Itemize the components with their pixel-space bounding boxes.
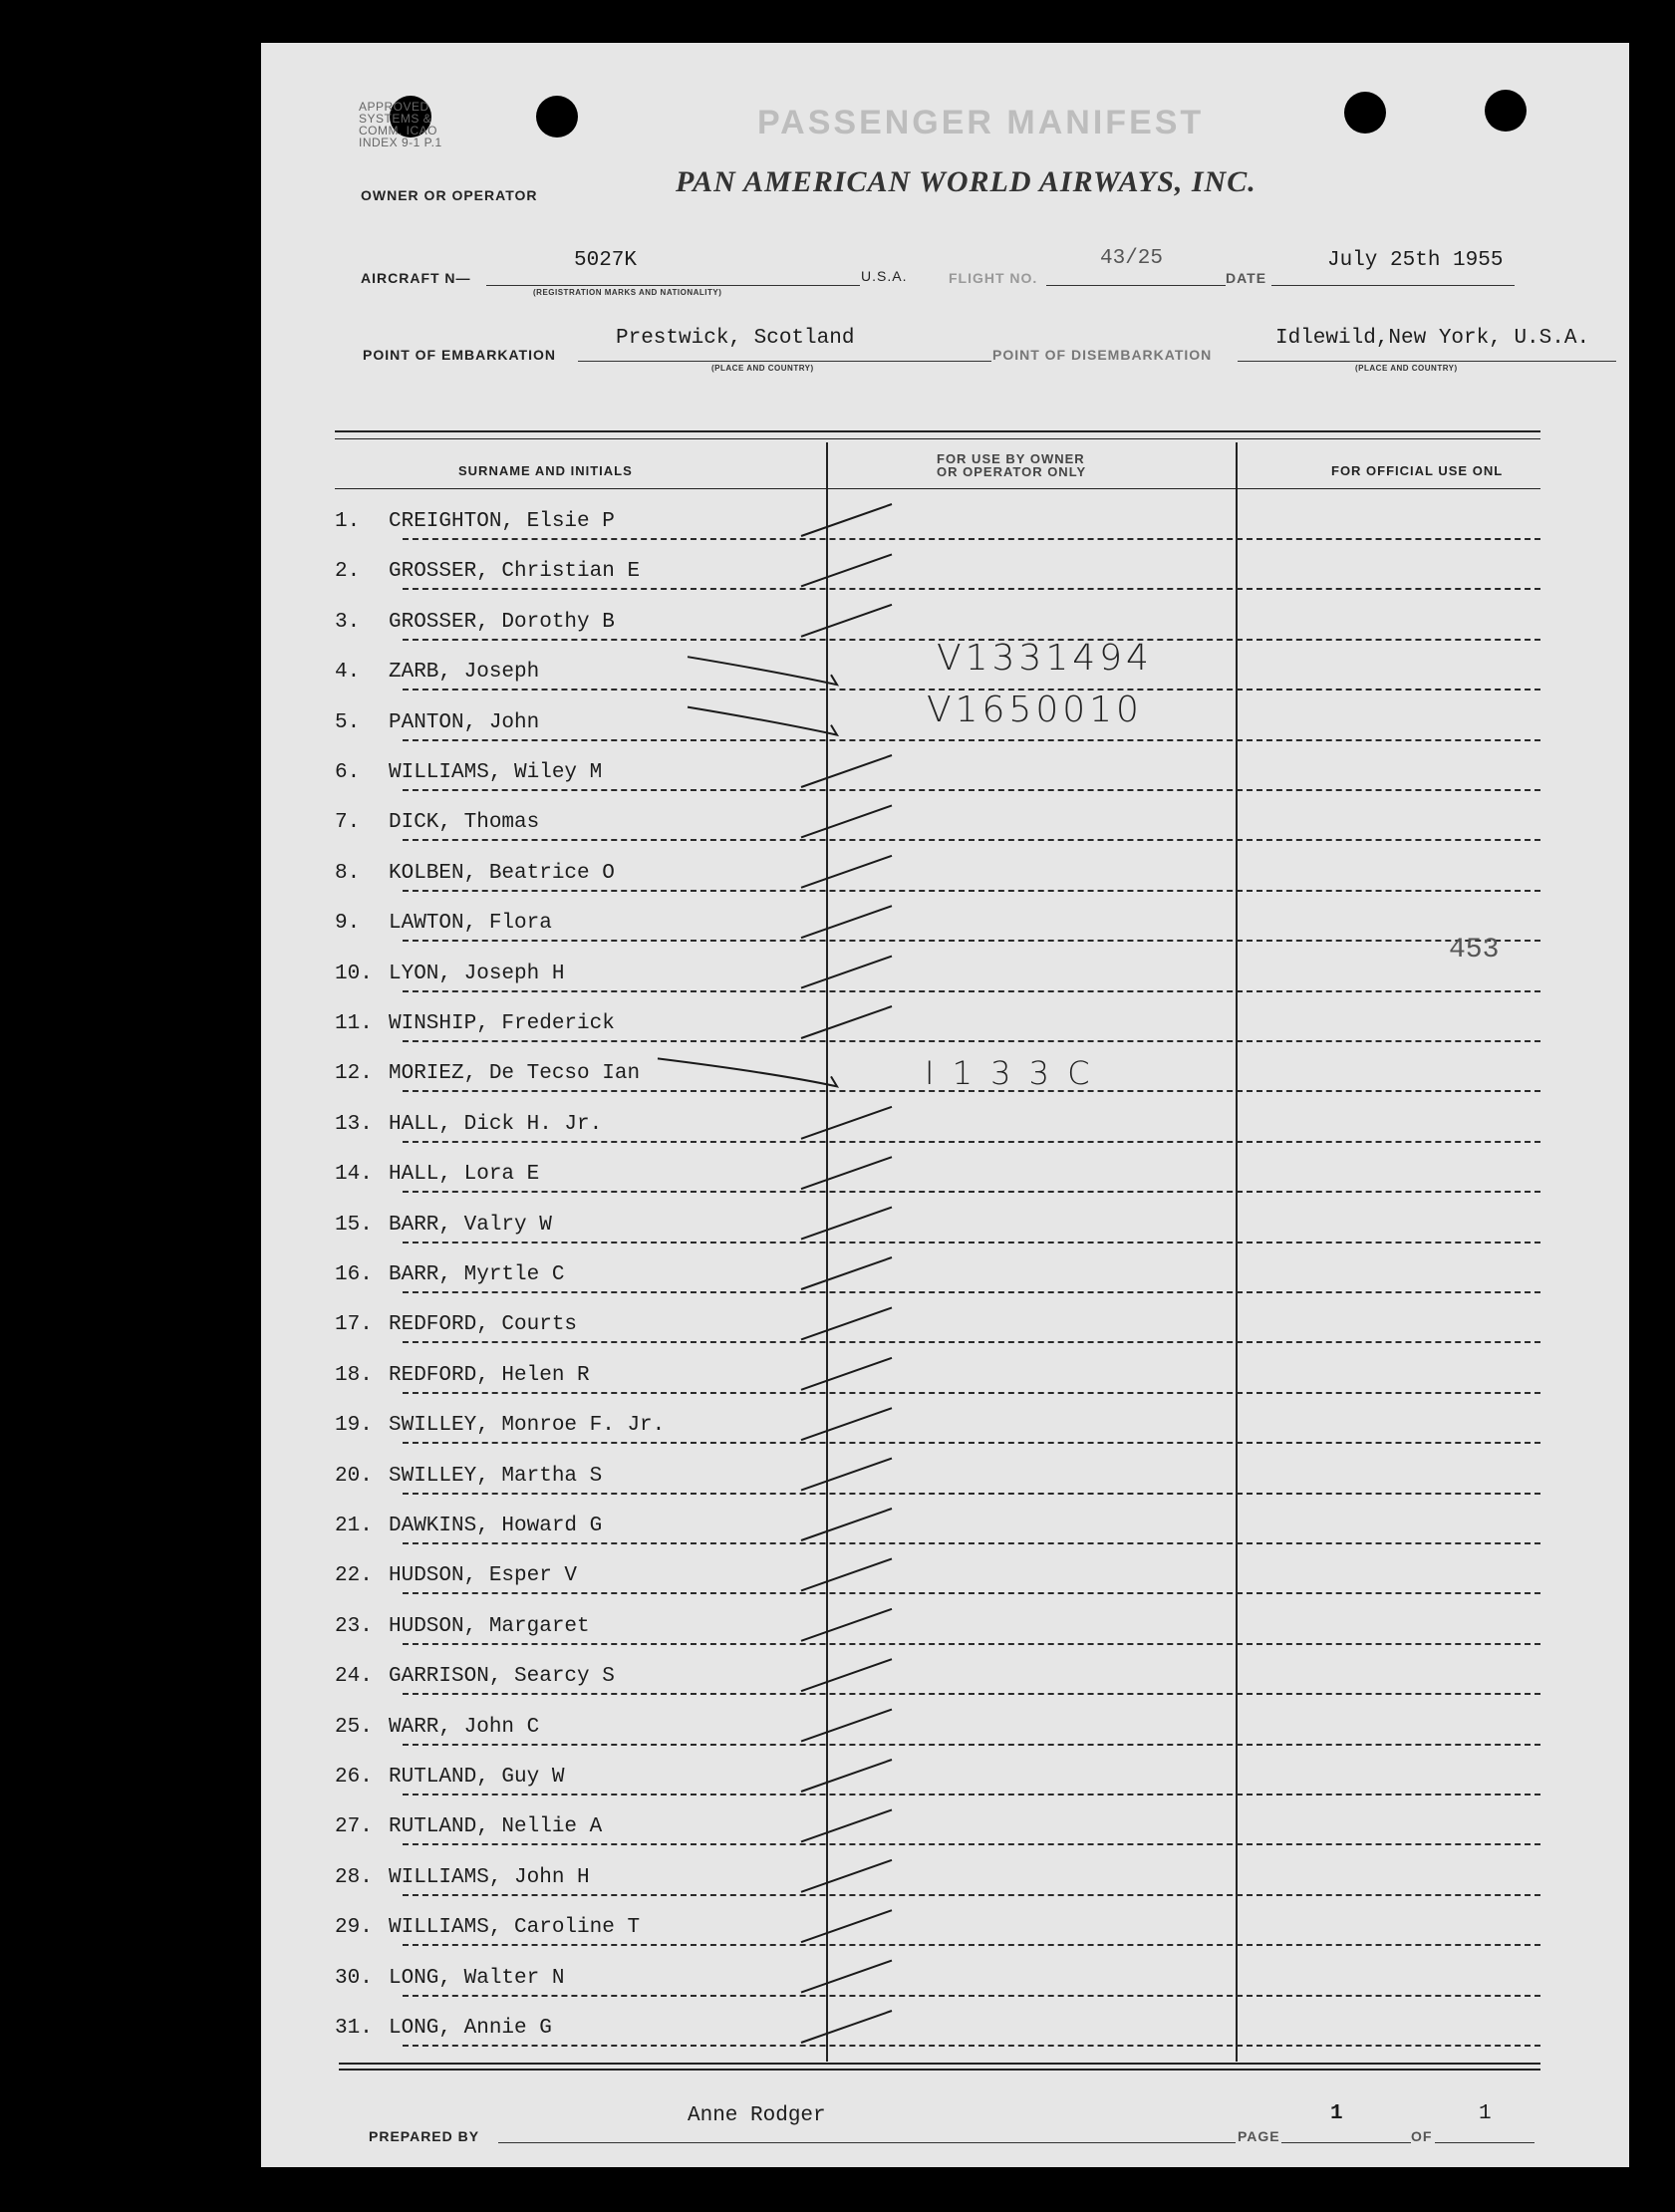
row-number: 8. — [335, 861, 361, 885]
passenger-name: ZARB, Joseph — [389, 661, 540, 685]
table-row — [335, 1350, 1540, 1400]
table-row — [335, 1099, 1540, 1149]
passenger-name: LYON, Joseph H — [389, 962, 565, 985]
table-row — [335, 1550, 1540, 1600]
row-number: 4. — [335, 661, 361, 685]
table-row — [335, 898, 1540, 948]
row-number: 15. — [335, 1213, 373, 1237]
row-number: 14. — [335, 1163, 373, 1187]
prepared-by-label: PREPARED BY — [369, 2128, 480, 2144]
of-value: 1 — [1479, 2102, 1492, 2125]
prepared-by-value: Anne Rodger — [688, 2104, 826, 2127]
table-row — [335, 848, 1540, 898]
disembark-value: Idlewild,New York, U.S.A. — [1275, 327, 1590, 350]
passenger-name: WARR, John C — [389, 1715, 540, 1739]
passenger-name: CREIGHTON, Elsie P — [389, 510, 615, 533]
row-number: 25. — [335, 1715, 373, 1739]
passenger-name: LONG, Walter N — [389, 1966, 565, 1990]
passenger-name: RUTLAND, Guy W — [389, 1766, 565, 1789]
owner-column-header-2: OR OPERATOR ONLY — [937, 464, 1087, 479]
table-row — [335, 1400, 1540, 1450]
row-number: 31. — [335, 2017, 373, 2040]
disembark-label: POINT OF DISEMBARKATION — [992, 347, 1213, 363]
passenger-name: WINSHIP, Frederick — [389, 1012, 615, 1035]
row-number: 23. — [335, 1614, 373, 1638]
table-row — [335, 747, 1540, 797]
table-row — [335, 1601, 1540, 1651]
row-number: 18. — [335, 1363, 373, 1387]
aircraft-label: AIRCRAFT N— — [361, 270, 471, 286]
passenger-name: LONG, Annie G — [389, 2017, 552, 2040]
passenger-name: REDFORD, Helen R — [389, 1363, 590, 1387]
table-row — [335, 1651, 1540, 1701]
row-number: 16. — [335, 1263, 373, 1286]
table-row — [335, 496, 1540, 546]
row-number: 20. — [335, 1464, 373, 1488]
table-row — [335, 998, 1540, 1048]
registration-note: (REGISTRATION MARKS AND NATIONALITY) — [533, 288, 722, 297]
passenger-name: HUDSON, Margaret — [389, 1614, 590, 1638]
passenger-name: BARR, Valry W — [389, 1213, 552, 1237]
flight-label: FLIGHT NO. — [949, 270, 1038, 286]
handwritten-row4: V1331494 — [937, 638, 1153, 679]
usa-label: U.S.A. — [861, 268, 908, 284]
passenger-name: HALL, Lora E — [389, 1163, 540, 1187]
table-row — [335, 1902, 1540, 1952]
passenger-name: BARR, Myrtle C — [389, 1263, 565, 1286]
table-row — [335, 546, 1540, 596]
place-note-2: (PLACE AND COUNTRY) — [1355, 364, 1458, 373]
passenger-name: GROSSER, Dorothy B — [389, 610, 615, 634]
row-number: 7. — [335, 811, 361, 835]
passenger-name: RUTLAND, Nellie A — [389, 1815, 603, 1839]
date-value: July 25th 1955 — [1327, 249, 1504, 272]
passenger-name: HALL, Dick H. Jr. — [389, 1112, 603, 1136]
table-row — [335, 1249, 1540, 1299]
row-number: 1. — [335, 510, 361, 533]
table-row — [335, 1852, 1540, 1902]
row-number: 5. — [335, 710, 361, 734]
row-number: 10. — [335, 962, 373, 985]
owner-label: OWNER OR OPERATOR — [361, 187, 538, 203]
row-number: 19. — [335, 1414, 373, 1438]
embark-label: POINT OF EMBARKATION — [363, 347, 556, 363]
owner-column-header-1: FOR USE BY OWNER — [937, 451, 1085, 466]
row-number: 12. — [335, 1062, 373, 1086]
page-label: PAGE — [1238, 2128, 1280, 2144]
surname-column-header: SURNAME AND INITIALS — [458, 463, 633, 478]
flight-value: 43/25 — [1100, 247, 1164, 270]
passenger-name: KOLBEN, Beatrice O — [389, 861, 615, 885]
passenger-name: PANTON, John — [389, 710, 540, 734]
row-number: 2. — [335, 560, 361, 584]
passenger-name: LAWTON, Flora — [389, 912, 552, 936]
of-label: OF — [1411, 2128, 1433, 2144]
row-number: 22. — [335, 1564, 373, 1588]
operator-name: PAN AMERICAN WORLD AIRWAYS, INC. — [676, 165, 1256, 198]
table-row — [335, 1501, 1540, 1550]
table-row — [335, 1451, 1540, 1501]
passenger-name: DICK, Thomas — [389, 811, 540, 835]
row-number: 3. — [335, 610, 361, 634]
page-title: PASSENGER MANIFEST — [757, 104, 1205, 141]
official-column-header: FOR OFFICIAL USE ONL — [1331, 463, 1504, 478]
passenger-name: WILLIAMS, Wiley M — [389, 761, 603, 784]
row-number: 17. — [335, 1313, 373, 1337]
passenger-name: GARRISON, Searcy S — [389, 1665, 615, 1689]
embark-value: Prestwick, Scotland — [616, 327, 855, 350]
table-row — [335, 1200, 1540, 1249]
table-row — [335, 1149, 1540, 1199]
row-number: 21. — [335, 1515, 373, 1537]
passenger-name: SWILLEY, Monroe F. Jr. — [389, 1414, 666, 1438]
row-number: 26. — [335, 1766, 373, 1789]
passenger-name: WILLIAMS, John H — [389, 1865, 590, 1889]
row-number: 30. — [335, 1966, 373, 1990]
row-number: 11. — [335, 1012, 373, 1035]
passenger-name: GROSSER, Christian E — [389, 560, 641, 584]
aircraft-value: 5027K — [574, 249, 638, 272]
handwritten-row12: I 1 3 3 C — [925, 1054, 1094, 1092]
passenger-name: HUDSON, Esper V — [389, 1564, 578, 1588]
table-row — [335, 1752, 1540, 1801]
place-note: (PLACE AND COUNTRY) — [711, 364, 814, 373]
punch-hole — [1344, 92, 1386, 134]
row-number: 13. — [335, 1112, 373, 1136]
row-number: 29. — [335, 1916, 373, 1940]
table-row — [335, 797, 1540, 847]
table-row — [335, 2003, 1540, 2053]
punch-hole — [536, 96, 578, 138]
passenger-name: REDFORD, Courts — [389, 1313, 578, 1337]
row-number: 6. — [335, 761, 361, 784]
passenger-name: MORIEZ, De Tecso Ian — [389, 1062, 641, 1086]
table-row — [335, 949, 1540, 998]
table-row — [335, 1953, 1540, 2003]
row-number: 24. — [335, 1665, 373, 1689]
passenger-name: DAWKINS, Howard G — [389, 1515, 603, 1537]
punch-hole — [1485, 90, 1527, 132]
table-row — [335, 1801, 1540, 1851]
approval-note: APPROVED SYSTEMS & COMM. ICAO INDEX 9-1 P.1 — [359, 100, 442, 149]
date-label: DATE — [1226, 270, 1267, 286]
table-top-rule — [335, 430, 1540, 432]
table-row — [335, 1702, 1540, 1752]
passenger-name: WILLIAMS, Caroline T — [389, 1916, 641, 1940]
page-value: 1 — [1330, 2102, 1343, 2125]
row-number: 28. — [335, 1865, 373, 1889]
passenger-name: SWILLEY, Martha S — [389, 1464, 603, 1488]
row-number: 27. — [335, 1815, 373, 1839]
handwritten-row5: V1650010 — [927, 690, 1143, 730]
table-row — [335, 1299, 1540, 1349]
official-row10-mark: 453 — [1449, 935, 1500, 966]
row-number: 9. — [335, 912, 361, 936]
